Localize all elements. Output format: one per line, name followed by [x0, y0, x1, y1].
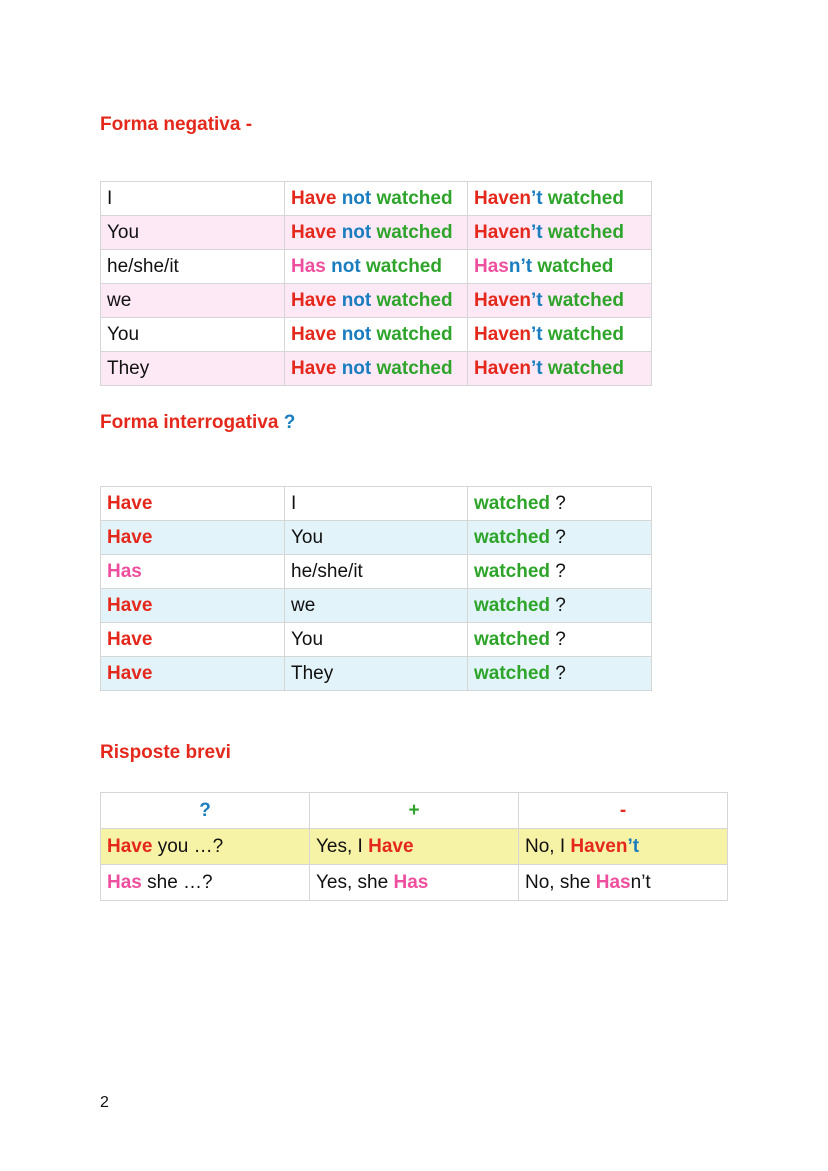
- table-cell: [285, 318, 468, 352]
- text-segment: ’t: [531, 221, 543, 243]
- text-segment: watched: [371, 187, 453, 209]
- text-segment: watched: [371, 323, 453, 345]
- text-segment: watched: [371, 289, 453, 311]
- table-cell: [468, 250, 652, 284]
- text-segment: he/she/it: [107, 255, 179, 277]
- table-cell: [285, 250, 468, 284]
- table-row: [101, 250, 652, 284]
- text-segment: Have: [291, 357, 337, 379]
- table-cell: [101, 352, 285, 386]
- table-row: [101, 555, 652, 589]
- text-segment: No, I: [525, 835, 571, 857]
- text-segment: watched: [532, 255, 614, 277]
- text-segment: we: [107, 289, 132, 311]
- text-segment: +: [408, 799, 420, 821]
- text-segment: ’t: [627, 835, 640, 857]
- text-segment: watched: [542, 323, 624, 345]
- text-segment: Haven: [474, 323, 532, 345]
- text-segment: You: [107, 221, 140, 243]
- text-segment: watched: [542, 221, 624, 243]
- short-answers-table: [100, 792, 728, 901]
- table-cell: [285, 623, 468, 657]
- text-segment: Haven: [474, 221, 532, 243]
- text-segment: ?: [550, 662, 566, 684]
- table-cell: [101, 657, 285, 691]
- text-segment: Forma interrogativa: [100, 412, 284, 433]
- text-segment: Haven: [474, 357, 532, 379]
- heading-interrogative-form: [100, 412, 295, 434]
- text-segment: Has: [107, 560, 142, 582]
- table-cell: [310, 829, 519, 865]
- text-segment: Has: [474, 255, 509, 277]
- table-cell: [468, 318, 652, 352]
- table-cell: [101, 521, 285, 555]
- text-segment: watched: [474, 560, 551, 582]
- text-segment: watched: [542, 357, 624, 379]
- heading-short-answers: [100, 742, 231, 764]
- text-segment: not: [336, 357, 372, 379]
- text-segment: he/she/it: [291, 560, 363, 582]
- table-cell: [310, 793, 519, 829]
- table-row: [101, 216, 652, 250]
- text-segment: ?: [550, 594, 566, 616]
- table-cell: [101, 829, 310, 865]
- text-segment: I: [291, 492, 297, 514]
- text-segment: ?: [550, 628, 566, 650]
- text-segment: Risposte brevi: [100, 742, 231, 763]
- text-segment: watched: [371, 357, 453, 379]
- table-cell: [468, 589, 652, 623]
- table-cell: [285, 487, 468, 521]
- table-cell: [468, 352, 652, 386]
- text-segment: Have: [107, 526, 153, 548]
- text-segment: n’t: [630, 871, 651, 893]
- table-cell: [101, 182, 285, 216]
- text-segment: Has: [393, 871, 429, 893]
- text-segment: No, she: [525, 871, 596, 893]
- table-cell: [519, 865, 728, 901]
- table-cell: [101, 555, 285, 589]
- text-segment: ’t: [531, 357, 543, 379]
- table-cell: [468, 216, 652, 250]
- table-cell: [285, 284, 468, 318]
- text-segment: not: [325, 255, 361, 277]
- text-segment: Haven: [570, 835, 628, 857]
- text-segment: not: [336, 289, 372, 311]
- table-row: [101, 865, 728, 901]
- table-cell: [519, 793, 728, 829]
- text-segment: watched: [474, 662, 551, 684]
- text-segment: ’t: [531, 323, 543, 345]
- text-segment: You: [291, 526, 324, 548]
- table-cell: [101, 250, 285, 284]
- table-cell: [101, 318, 285, 352]
- text-segment: Forma negativa -: [100, 114, 253, 135]
- table-row: [101, 589, 652, 623]
- table-cell: [101, 284, 285, 318]
- text-segment: n’t: [508, 255, 533, 277]
- text-segment: watched: [474, 628, 551, 650]
- table-cell: [285, 216, 468, 250]
- text-segment: -: [619, 799, 627, 821]
- text-segment: You: [107, 323, 140, 345]
- text-segment: she …?: [141, 871, 213, 893]
- table-cell: [519, 829, 728, 865]
- text-segment: Have: [107, 628, 153, 650]
- table-cell: [468, 521, 652, 555]
- text-segment: They: [291, 662, 334, 684]
- table-row: [101, 657, 652, 691]
- text-segment: Have: [291, 323, 337, 345]
- table-cell: [285, 521, 468, 555]
- text-segment: Have: [291, 289, 337, 311]
- heading-negative-form: [100, 114, 252, 136]
- table-cell: [468, 284, 652, 318]
- text-segment: Have: [291, 187, 337, 209]
- table-cell: [285, 657, 468, 691]
- table-row: [101, 318, 652, 352]
- table-row: [101, 623, 652, 657]
- table-cell: [468, 487, 652, 521]
- table-cell: [285, 589, 468, 623]
- table-cell: [285, 352, 468, 386]
- text-segment: I: [107, 187, 113, 209]
- text-segment: ?: [550, 526, 566, 548]
- text-segment: ’t: [531, 289, 543, 311]
- table-row: [101, 487, 652, 521]
- table-cell: [310, 865, 519, 901]
- text-segment: ?: [550, 492, 566, 514]
- table-row: [101, 182, 652, 216]
- text-segment: not: [336, 187, 372, 209]
- text-segment: They: [107, 357, 150, 379]
- text-segment: You: [291, 628, 324, 650]
- table-row: [101, 829, 728, 865]
- table-cell: [101, 793, 310, 829]
- text-segment: ?: [550, 560, 566, 582]
- table-cell: [101, 216, 285, 250]
- page-number: 2: [100, 1094, 109, 1111]
- text-segment: Have: [291, 221, 337, 243]
- text-segment: Have: [107, 492, 153, 514]
- text-segment: watched: [542, 289, 624, 311]
- text-segment: Haven: [474, 289, 532, 311]
- text-segment: Have: [107, 662, 153, 684]
- text-segment: not: [336, 221, 372, 243]
- table-cell: [468, 182, 652, 216]
- table-cell: [101, 865, 310, 901]
- table-cell: [101, 623, 285, 657]
- table-cell: [285, 555, 468, 589]
- text-segment: watched: [360, 255, 442, 277]
- negative-form-table: [100, 181, 652, 386]
- text-segment: not: [336, 323, 372, 345]
- text-segment: we: [291, 594, 316, 616]
- table-cell: [101, 487, 285, 521]
- interrogative-form-table: [100, 486, 652, 691]
- text-segment: ?: [199, 799, 211, 821]
- text-segment: ?: [283, 412, 296, 433]
- table-row: [101, 352, 652, 386]
- table-row: [101, 284, 652, 318]
- text-segment: watched: [474, 594, 551, 616]
- text-segment: Has: [107, 871, 142, 893]
- text-segment: watched: [371, 221, 453, 243]
- table-cell: [285, 182, 468, 216]
- text-segment: Has: [291, 255, 326, 277]
- text-segment: Have: [107, 594, 153, 616]
- text-segment: ’t: [531, 187, 543, 209]
- text-segment: Yes, I: [316, 835, 369, 857]
- text-segment: watched: [542, 187, 624, 209]
- text-segment: watched: [474, 526, 551, 548]
- table-cell: [468, 657, 652, 691]
- text-segment: Have: [107, 835, 153, 857]
- text-segment: Has: [595, 871, 631, 893]
- table-cell: [101, 589, 285, 623]
- text-segment: you …?: [152, 835, 224, 857]
- text-segment: Haven: [474, 187, 532, 209]
- table-row: [101, 521, 652, 555]
- table-cell: [468, 623, 652, 657]
- text-segment: Yes, she: [316, 871, 394, 893]
- table-row: [101, 793, 728, 829]
- table-cell: [468, 555, 652, 589]
- text-segment: watched: [474, 492, 551, 514]
- text-segment: Have: [368, 835, 414, 857]
